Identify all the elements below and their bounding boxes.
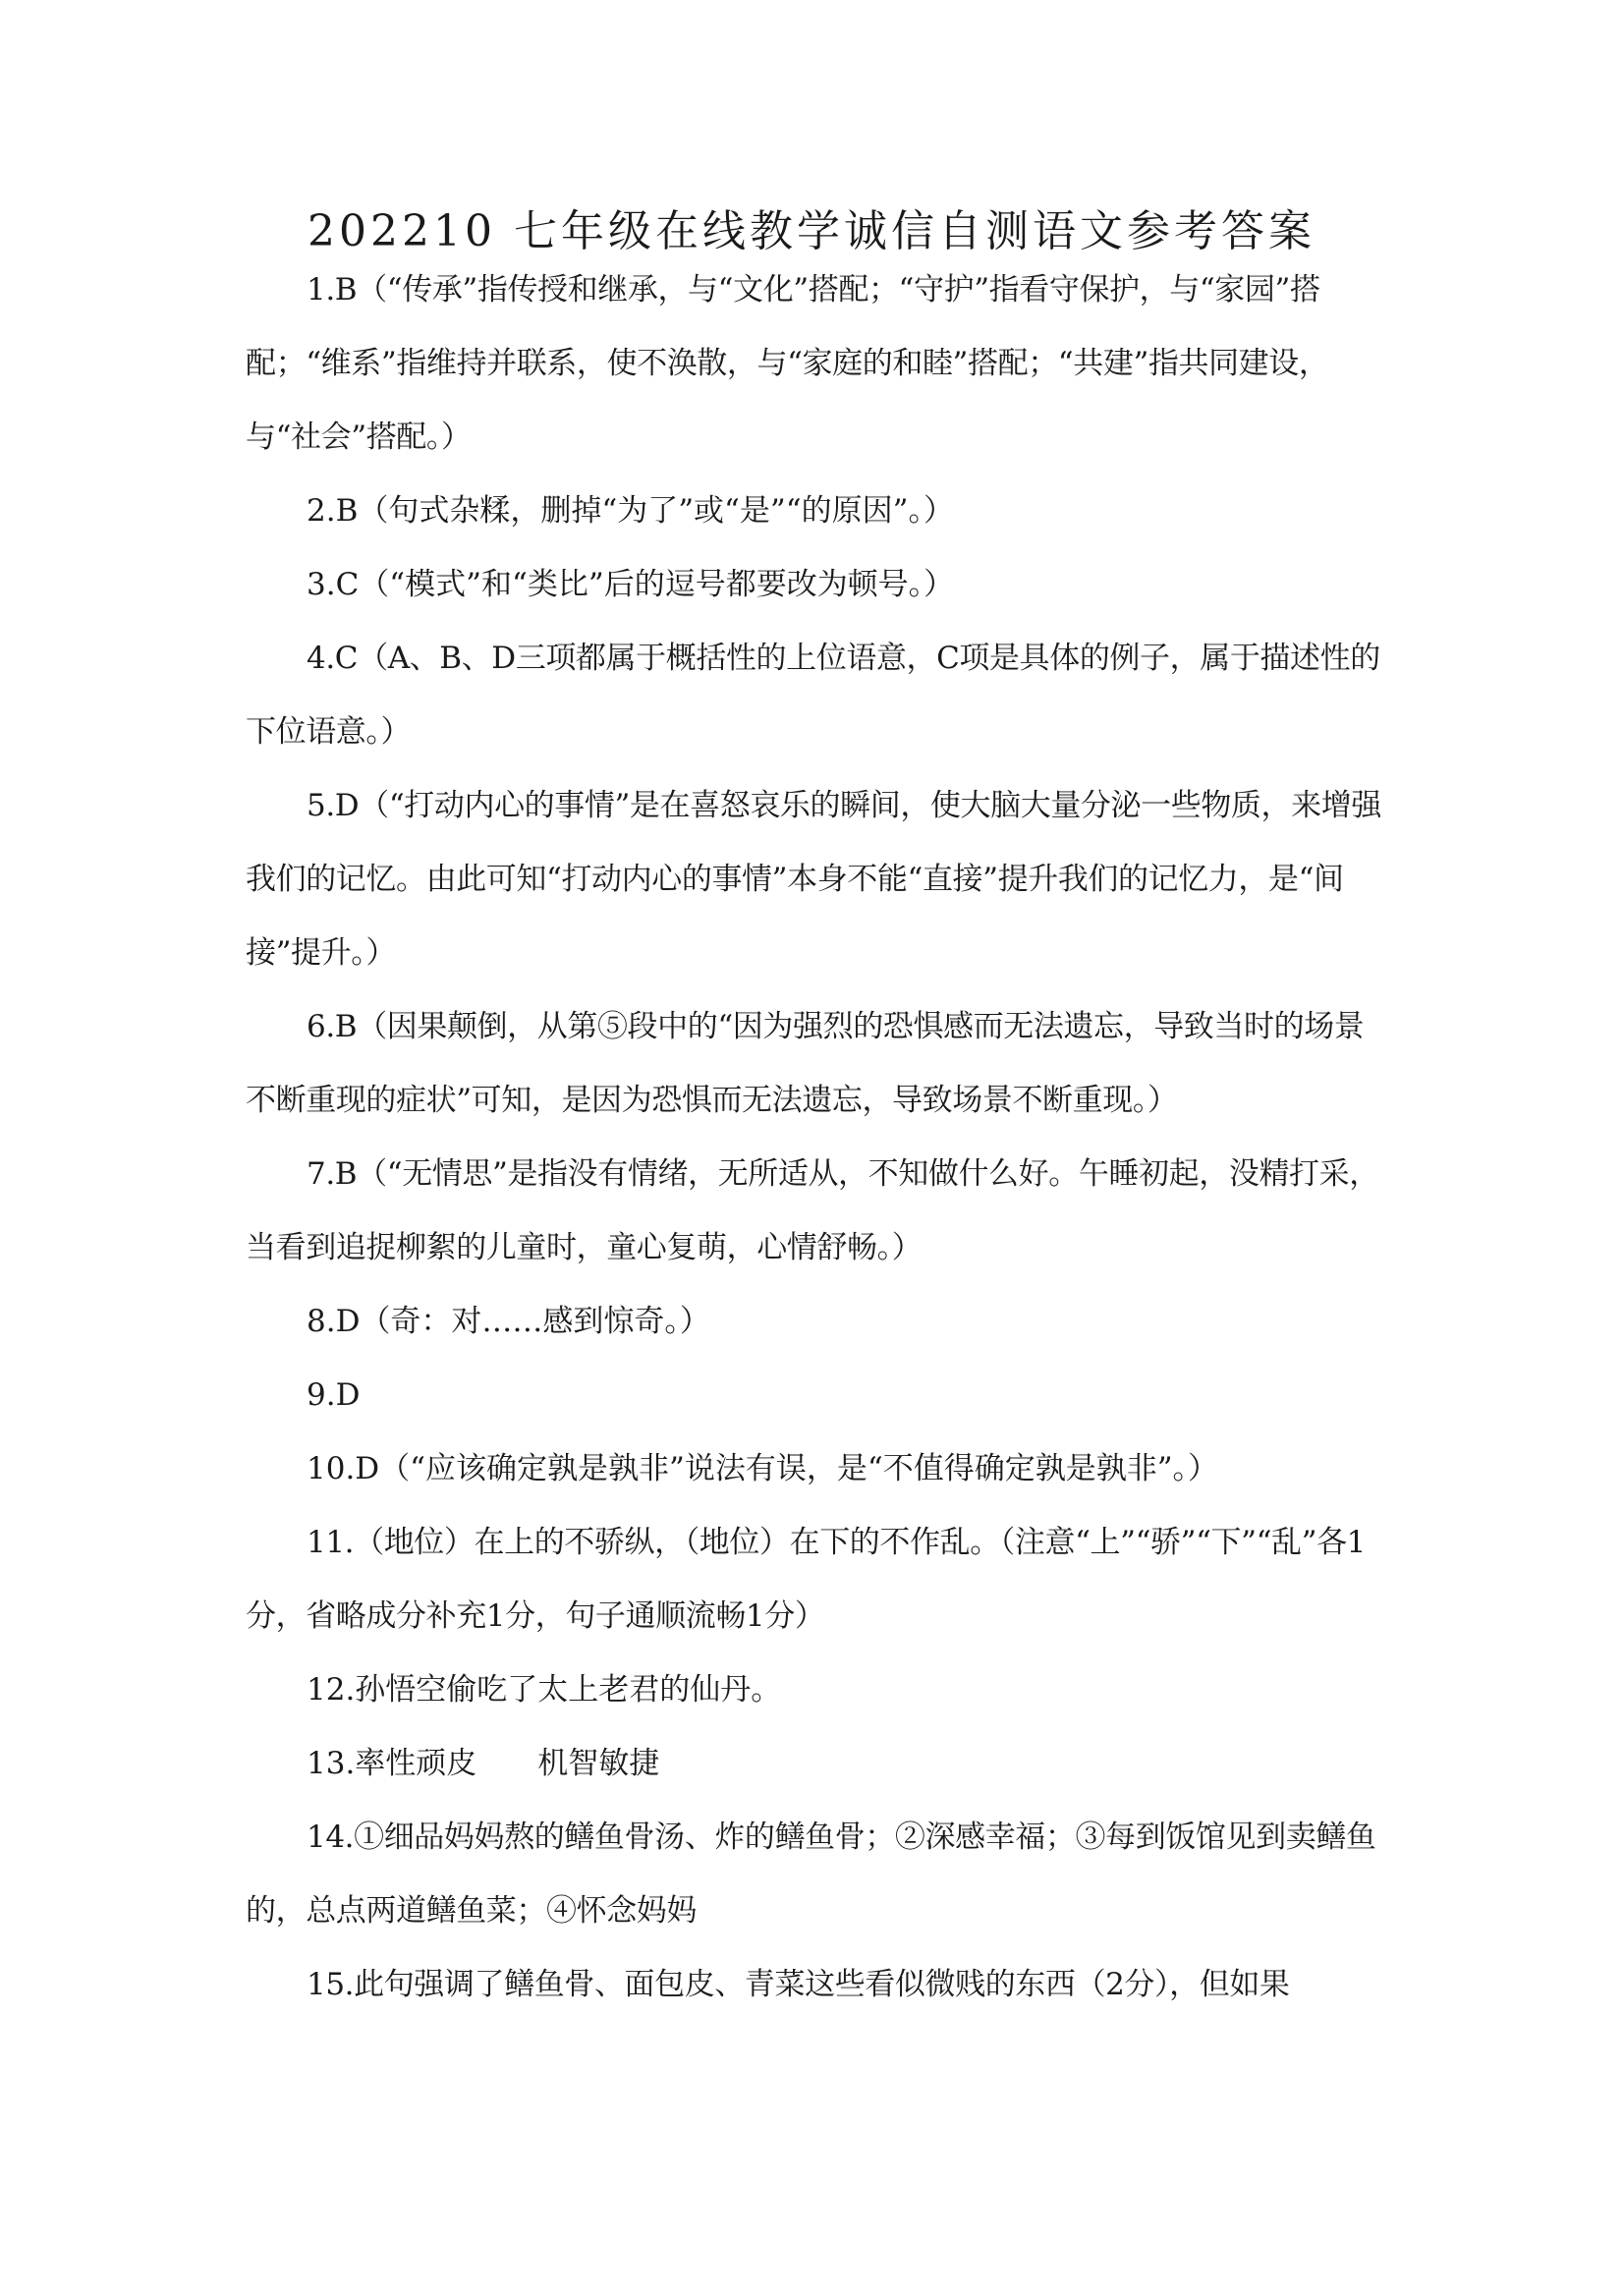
answer-item-6: 6.B（因果颠倒，从第⑤段中的“因为强烈的恐惧感而无法遗忘，导致当时的场景不断重现的症状”可知，是因为恐惧而无法遗忘，导致场景不断重现。） — [246, 1009, 1365, 1118]
answer-item-11: 11.（地位）在上的不骄纵，（地位）在下的不作乱。（注意“上”“骄”“下”“乱”各1分，省略成分补充1分，句子通顺流畅1分） — [246, 1525, 1367, 1634]
answer-list — [246, 253, 1385, 2022]
answer-item-9: 9.D — [307, 1377, 361, 1413]
answer-item-7: 7.B（“无情思”是指没有情绪，无所适从，不知做什么好。午睡初起，没精打采，当看到追捉柳絮的儿童时，童心复萌，心情舒畅。） — [246, 1156, 1379, 1265]
page-title: 202210 七年级在线教学诚信自测语文参考答案 — [308, 206, 1315, 256]
answer-item-10: 10.D（“应该确定孰是孰非”说法有误，是“不值得确定孰是孰非”。） — [307, 1451, 1219, 1486]
answer-item-5: 5.D（“打动内心的事情”是在喜怒哀乐的瞬间，使大脑大量分泌一些物质，来增强我们的记忆。由此可知“打动内心的事情”本身不能“直接”提升我们的记忆力，是“间接”提升。） — [246, 788, 1381, 971]
answer-item-13: 13.率性顽皮 机智敏捷 — [307, 1746, 660, 1781]
answer-item-12: 12.孙悟空偷吃了太上老君的仙丹。 — [307, 1672, 782, 1708]
answer-item-1: 1.B（“传承”指传授和继承，与“文化”搭配；“守护”指看守保护，与“家园”搭配；“维系”指维持并联系，使不涣散，与“家庭的和睦”搭配；“共建”指共同建设，与“社会”搭配。） — [246, 272, 1329, 455]
answer-item-15: 15.此句强调了鳝鱼骨、面包皮、青菜这些看似微贱的东西（2分），但如果 — [307, 1967, 1290, 2002]
answer-item-14: 14.①细品妈妈熬的鳝鱼骨汤、炸的鳝鱼骨；②深感幸福；③每到饭馆见到卖鳝鱼的，总点两道鳝鱼菜；④怀念妈妈 — [246, 1820, 1376, 1929]
answer-item-2: 2.B（句式杂糅，删掉“为了”或“是”“的原因”。） — [307, 493, 954, 529]
answer-item-4: 4.C（A、B、D三项都属于概括性的上位语意，C项是具体的例子，属于描述性的下位语意。） — [246, 641, 1380, 750]
answer-item-3: 3.C（“模式”和“类比”后的逗号都要改为顿号。） — [307, 567, 955, 602]
answer-item-8: 8.D（奇：对……感到惊奇。） — [307, 1304, 710, 1339]
